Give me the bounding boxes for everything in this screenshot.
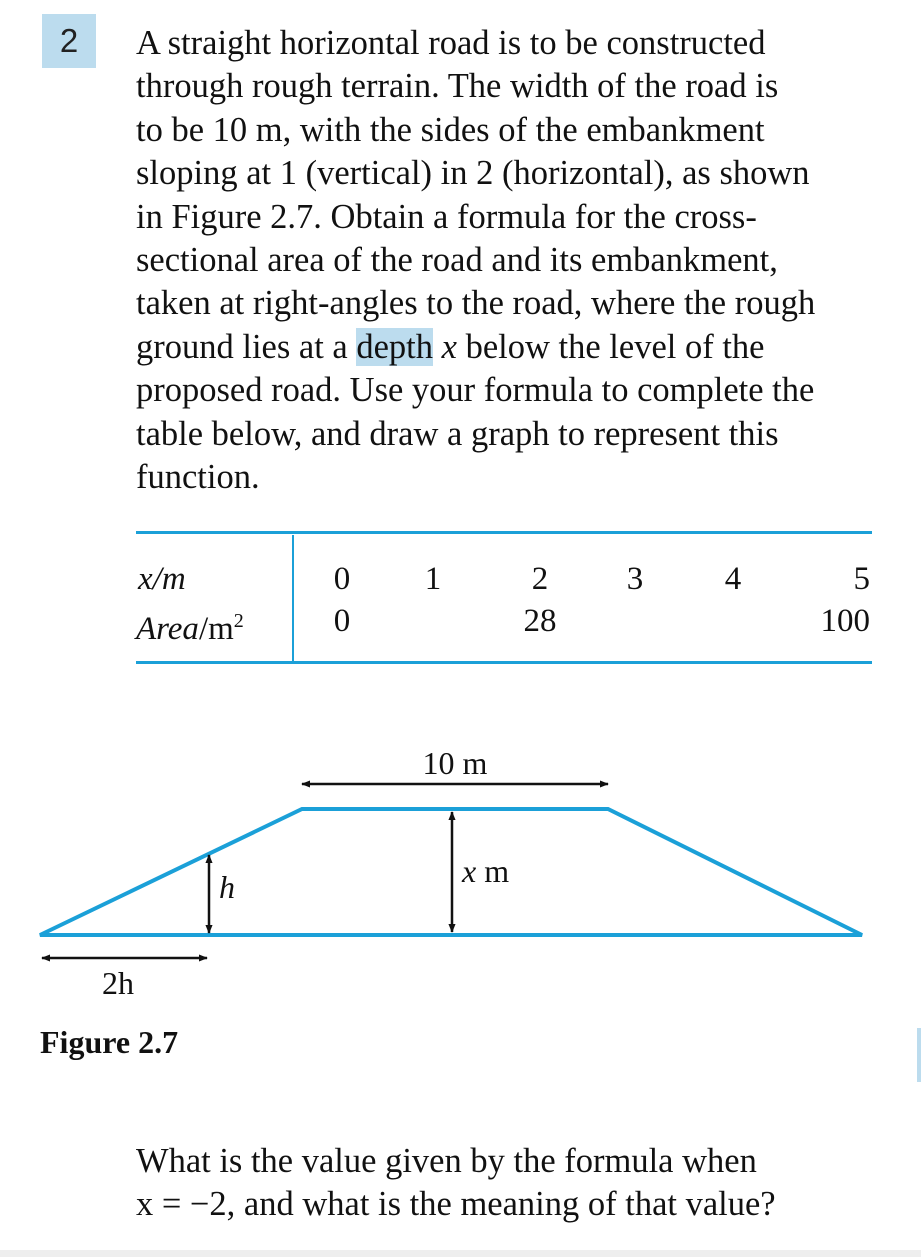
table-cell-x: 2 — [531, 561, 549, 597]
h-label: h — [219, 869, 235, 905]
question-line: table below, and draw a graph to represent this — [136, 414, 779, 453]
question-line — [136, 326, 876, 369]
question-line: through rough terrain. The width of the road is — [136, 67, 779, 106]
table-divider — [292, 535, 294, 663]
area-label-word: Area — [136, 611, 199, 647]
figure-caption: Figure 2.7 — [40, 1024, 179, 1060]
question-line: to be 10 m, with the sides of the embankment — [136, 110, 765, 149]
bottom-band — [0, 1250, 921, 1257]
table-cell-area: 0 — [333, 603, 351, 639]
question-line: function. — [136, 458, 260, 497]
table-cell-x: 5 — [853, 561, 870, 597]
question-line: in Figure 2.7. Obtain a formula for the cross- — [136, 197, 757, 236]
embankment-diagram — [0, 740, 921, 1010]
area-label-unit: /m — [198, 611, 234, 647]
question-line: taken at right-angles to the road, where the rough — [136, 284, 816, 323]
table-cell-x: 3 — [626, 561, 644, 597]
table-top-rule — [136, 531, 872, 534]
line-text: ground lies at a — [136, 327, 357, 366]
question-line: A straight horizontal road is to be constructed — [136, 24, 766, 62]
depth-label — [461, 853, 509, 889]
line-text: below the level of the — [456, 327, 765, 366]
followup-line: x = −2, and what is the meaning of that value? — [136, 1185, 776, 1224]
road-width-label: 10 m — [422, 745, 488, 781]
question-number: 2 — [42, 14, 96, 68]
question-line: proposed road. Use your formula to complete the — [136, 371, 815, 410]
area-label-exp: 2 — [233, 610, 244, 632]
followup-question — [136, 1140, 876, 1227]
question-text — [136, 22, 876, 499]
table-cell-x: 4 — [724, 561, 742, 597]
side-tab — [917, 1028, 921, 1082]
row-label-area — [136, 603, 244, 647]
variable-x: x — [441, 327, 457, 366]
table-cell-x: 0 — [333, 561, 351, 597]
table-cell-x: 1 — [424, 561, 442, 597]
followup-line: What is the value given by the formula when — [136, 1142, 757, 1180]
table-bottom-rule — [136, 661, 872, 664]
base-2h-label — [102, 965, 134, 1001]
table-cell-area: 28 — [523, 603, 557, 639]
highlighted-word[interactable]: depth — [356, 327, 434, 366]
base-2h-text: 2h — [102, 965, 134, 1001]
question-line: sectional area of the road and its embankment, — [136, 241, 778, 280]
row-label-x: x/m — [138, 561, 186, 597]
question-line: sloping at 1 (vertical) in 2 (horizontal), as shown — [136, 154, 810, 193]
depth-var: x — [462, 853, 477, 889]
table-cell-area: 100 — [820, 603, 870, 639]
depth-unit: m — [476, 853, 510, 889]
